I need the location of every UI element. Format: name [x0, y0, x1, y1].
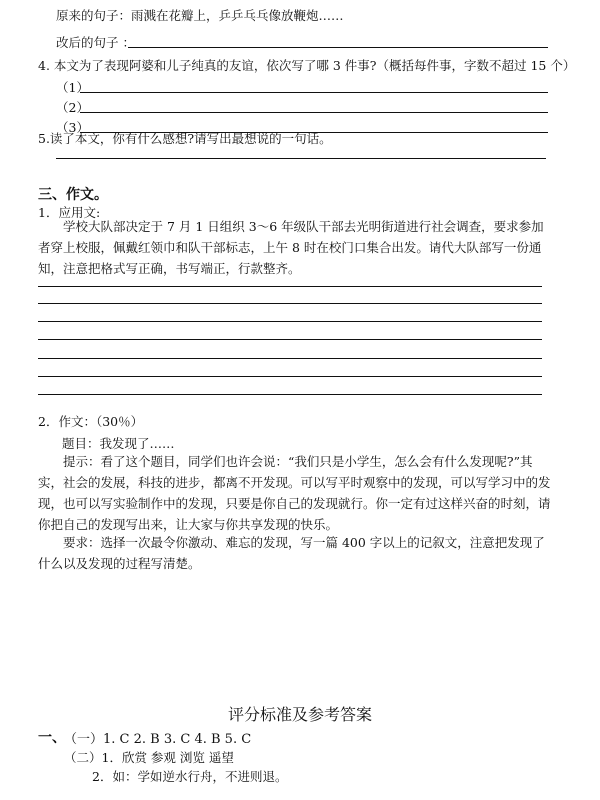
- q5-answer-line[interactable]: [56, 158, 546, 159]
- answer-part-1-mc: （一）1. C 2. B 3. C 4. B 5. C: [64, 732, 252, 747]
- answer-part-1-number: 一、: [38, 730, 66, 746]
- answer-part-1-example: 2．如：学如逆水行舟，不进则退。: [92, 769, 288, 784]
- task-1-writing-line[interactable]: [38, 286, 542, 287]
- task-1-label: 1．应用文:: [38, 205, 101, 220]
- essay-hint: 提示：看了这个题目，同学们也许会说：“我们只是小学生，怎么会有什么发现呢?”其实，社会的发展，科技的进步，都离不开发现。可以写平时观察中的发现，可以写学习中的发现，也可以写实验制作中的发现，只要是你自己的发现就行。你一定有过这样兴奋的时刻，请你把自己的发现写出来，让大家与你共享发现的快乐。: [38, 454, 551, 532]
- answer-key-title: 评分标准及参考答案: [227, 705, 372, 724]
- task-1-writing-line[interactable]: [38, 358, 542, 359]
- changed-sentence-answer-line[interactable]: [128, 47, 548, 48]
- task-1-writing-line[interactable]: [38, 321, 542, 322]
- changed-sentence-label: 改后的句子 ：: [56, 35, 135, 50]
- q4-item-3-label: （3）: [56, 120, 89, 135]
- question-5-prompt: 5.读了本文，你有什么感想?请写出最想说的一句话。: [38, 131, 332, 146]
- q4-answer-line-2[interactable]: [80, 112, 548, 113]
- task-1-writing-line[interactable]: [38, 394, 542, 395]
- task-1-instructions: 学校大队部决定于 7 月 1 日组织 3～6 年级队干部去光明街道进行社会调查，要求参加者穿上校服，佩戴红领巾和队干部标志，上午 8 时在校门口集合出发。请代大队部写一份通知，注意把格式写正确，书写端正，行款整齐。: [38, 219, 544, 276]
- q4-answer-line-1[interactable]: [80, 92, 548, 93]
- task-1-writing-line[interactable]: [38, 376, 542, 377]
- task-2-label: 2．作文：（30％）: [38, 414, 144, 429]
- task-1-writing-line[interactable]: [38, 339, 542, 340]
- essay-topic: 题目：我发现了……: [62, 436, 175, 451]
- task-1-writing-line[interactable]: [38, 303, 542, 304]
- original-sentence-label: 原来的句子：雨溅在花瓣上，乒乒乓乓像放鞭炮……: [56, 8, 344, 23]
- section-3-title: 三、作文。: [38, 187, 108, 203]
- answer-part-1-words: （二）1．欣赏 参观 浏览 遥望: [64, 750, 234, 765]
- question-4-prompt: 4. 本文为了表现阿婆和儿子纯真的友谊，依次写了哪 3 件事?（概括每件事，字数不超过 15 个）: [38, 58, 576, 73]
- q4-item-2-label: （2）: [56, 100, 89, 115]
- essay-requirement: 要求：选择一次最令你激动、难忘的发现，写一篇 400 字以上的记叙文，注意把发现了什么以及发现的过程写清楚。: [38, 535, 545, 571]
- q4-item-1-label: （1）: [56, 80, 89, 95]
